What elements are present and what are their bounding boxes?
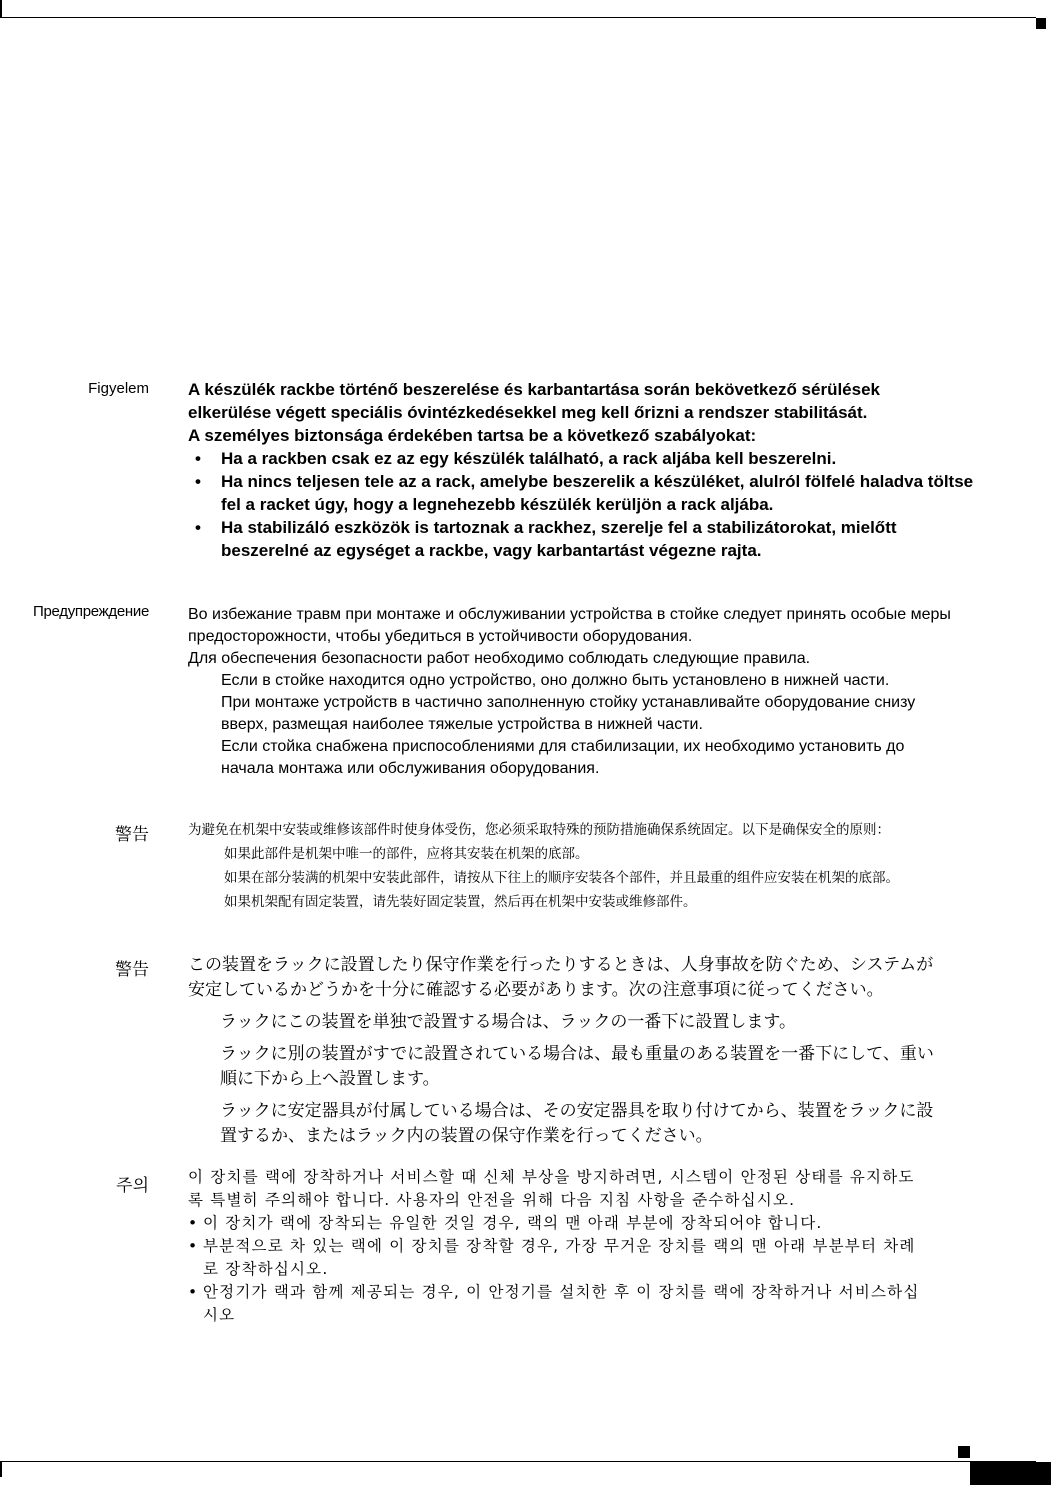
list-item-line: 로 장착하십시오.	[203, 1260, 329, 1278]
intro-line: 이 장치를 랙에 장착하거나 서비스할 때 신체 부상을 방지하려면, 시스템이 안정된 상태를 유지하도	[188, 1168, 915, 1186]
list-item-text: Ha nincs teljesen tele az a rack, amelybe beszerelik a készüléket, alulról fölfelé haladva töltse fel a racket úgy, hogy a legnehezebb készülék kerüljön a rack aljába.	[221, 472, 974, 514]
top-rule	[0, 17, 1036, 18]
intro-line: 록 특별히 주의해야 합니다. 사용자의 안전을 위해 다음 지침 사항을 준수하십시오.	[188, 1191, 796, 1209]
warning-label: 주의	[116, 1176, 149, 1196]
intro-line: Во избежание травм при монтаже и обслуживании устройства в стойке следует принять особые меры	[188, 606, 951, 623]
list-item	[188, 1212, 1038, 1235]
list-item	[188, 447, 1038, 470]
intro-line: elkerülése végett speciális óvintézkedésekkel meg kell őrizni a rendszer stabilitását.	[188, 403, 868, 422]
bottom-left-tick	[0, 1461, 2, 1477]
list-item	[188, 1010, 1038, 1035]
intro-line: 为避免在机架中安装或维修该部件时使身体受伤，您必须采取特殊的预防措施确保系统固定。以下是确保安全的原则：	[188, 822, 890, 838]
warning-label: 警告	[115, 825, 149, 845]
warning-body	[188, 953, 1038, 1149]
intro-line: Для обеспечения безопасности работ необходимо соблюдать следующие правила.	[188, 650, 811, 667]
list-item	[188, 516, 1038, 562]
list-item-line: ラックに別の装置がすでに設置されている場合は、最も重量のある装置を一番下にして、重い	[220, 1044, 934, 1064]
page-number-tab	[970, 1462, 1051, 1485]
list-item	[188, 1281, 1038, 1327]
list-item: 如果此部件是机架中唯一的部件，应将其安装在机架的底部。	[224, 846, 589, 862]
list-item: Если в стойке находится одно устройство, оно должно быть установлено в нижней части.	[221, 672, 890, 689]
bottom-rule	[0, 1461, 1036, 1462]
bullet-icon: •	[188, 1237, 199, 1255]
list-item-text: Ha a rackben csak ez az egy készülék található, a rack aljába kell beszerelni.	[221, 449, 837, 468]
list-item-line: 시오	[203, 1306, 236, 1324]
list-item-line: 안정기가 랙과 함께 제공되는 경우, 이 안정기를 설치한 후 이 장치를 랙에 장착하거나 서비스하십	[203, 1283, 920, 1301]
bottom-marker-small	[958, 1446, 970, 1458]
list-item	[188, 470, 1038, 516]
intro-line: この装置をラックに設置したり保守作業を行ったりするときは、人身事故を防ぐため、システムが	[188, 955, 934, 975]
bullet-icon: •	[195, 518, 201, 537]
list-item-line: 置するか、またはラック内の装置の保守作業を行ってください。	[220, 1126, 713, 1146]
intro-line: A személyes biztonsága érdekében tartsa be a következő szabályokat:	[188, 426, 757, 445]
list-item-line: 이 장치가 랙에 장착되는 유일한 것일 경우, 랙의 맨 아래 부분에 장착되어야 합니다.	[203, 1214, 823, 1232]
bullet-icon: •	[195, 472, 201, 491]
bullet-icon: •	[195, 449, 201, 468]
list-item	[188, 1235, 1038, 1281]
list-item: начала монтажа или обслуживания оборудования.	[221, 760, 600, 777]
list-item: При монтаже устройств в частично заполненную стойку устанавливайте оборудование снизу	[221, 694, 916, 711]
list-item-line: 順に下から上へ設置します。	[220, 1069, 440, 1089]
warning-body	[188, 604, 1038, 780]
list-item: 如果机架配有固定装置，请先装好固定装置，然后再在机架中安装或维修部件。	[224, 894, 697, 910]
list-item	[188, 1099, 1038, 1149]
list-item-line: ラックにこの装置を単独で設置する場合は、ラックの一番下に設置します。	[220, 1012, 796, 1032]
list-item-text: Ha stabilizáló eszközök is tartoznak a rackhez, szerelje fel a stabilizátorokat, mielőtt beszerelné az egységet a rackbe, vagy karbantartást végezne rajta.	[221, 518, 897, 560]
intro-line: предосторожности, чтобы убедиться в устойчивости оборудования.	[188, 628, 693, 645]
warning-body	[188, 378, 1038, 562]
list-item: Если стойка снабжена приспособлениями для стабилизации, их необходимо установить до	[221, 738, 905, 755]
list-item-line: 부분적으로 차 있는 랙에 이 장치를 장착할 경우, 가장 무거운 장치를 랙의 맨 아래 부분부터 차례	[203, 1237, 916, 1255]
warning-label: Figyelem	[88, 380, 149, 397]
warning-label: 警告	[115, 960, 149, 980]
top-right-marker	[1036, 18, 1046, 29]
warning-body	[188, 1166, 1038, 1327]
list-item	[188, 1042, 1038, 1092]
warning-body	[188, 818, 1038, 914]
list-item: 如果在部分装满的机架中安装此部件，请按从下往上的顺序安装各个部件，并且最重的组件应安装在机架的底部。	[224, 870, 899, 886]
bullet-icon: •	[188, 1214, 199, 1232]
intro-line: 安定しているかどうかを十分に確認する必要があります。次の注意事項に従ってください。	[188, 980, 884, 1000]
list-item-line: ラックに安定器具が付属している場合は、その安定器具を取り付けてから、装置をラックに設	[220, 1101, 934, 1121]
intro-line: A készülék rackbe történő beszerelése és karbantartása során bekövetkező sérülések	[188, 380, 881, 399]
warning-label: Предупреждение	[33, 603, 149, 620]
list-item: вверх, размещая наиболее тяжелые устройства в нижней части.	[221, 716, 703, 733]
bullet-icon: •	[188, 1283, 199, 1301]
top-left-tick	[0, 0, 2, 18]
